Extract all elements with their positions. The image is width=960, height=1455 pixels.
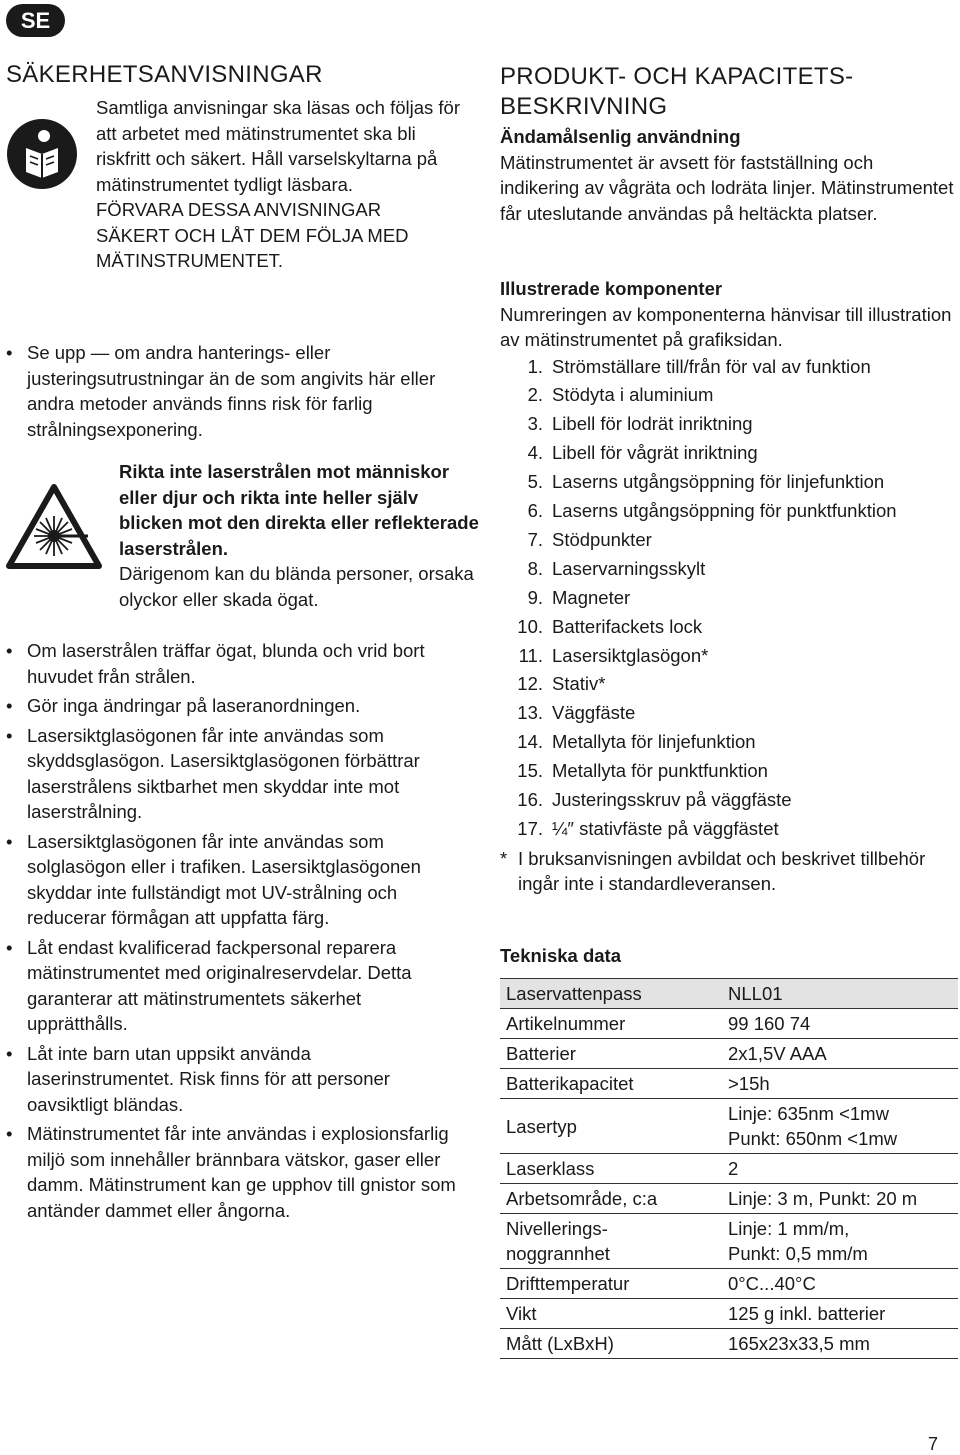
tech-value-line: 2x1,5V AAA (728, 1043, 827, 1064)
tech-label: Vikt (500, 1299, 722, 1329)
intro-upper-line: MÄTINSTRUMENTET. (96, 250, 284, 271)
bullet-dot: • (6, 936, 13, 958)
bullet-text: Lasersiktglasögonen får inte användas som skyddsglasögon. Lasersiktglasögonen förbättrar laserstrålens siktbarhet men skyddar inte mot laserstrålning. (27, 724, 420, 822)
component-label: Stödyta i aluminium (552, 384, 714, 406)
component-label: Laservarningsskylt (552, 557, 706, 579)
component-number: 8. (527, 557, 543, 579)
product-title (500, 62, 920, 122)
tech-row (500, 1184, 958, 1214)
safety-title: SÄKERHETSANVISNINGAR (6, 61, 323, 88)
component-number: 15. (517, 760, 543, 782)
component-number: 11. (518, 644, 543, 666)
tech-label: Drifttemperatur (500, 1269, 722, 1299)
tech-value (722, 1299, 958, 1329)
bullet-dot: • (6, 695, 13, 716)
tech-value-line: Linje: 3 m, Punkt: 20 m (728, 1188, 918, 1209)
tech-label: Mått (LxBxH) (500, 1329, 722, 1359)
bullet-dot: • (6, 1042, 13, 1064)
footnote-text: I bruksanvisningen avbildat och beskrivet tillbehör ingår inte i standardleveransen. (518, 847, 926, 895)
read-manual-icon (6, 118, 78, 190)
intro-upper-line: FÖRVARA DESSA ANVISNINGAR (96, 199, 382, 220)
tech-value (722, 1099, 958, 1154)
product-title-line: BESKRIVNING (500, 93, 668, 120)
tech-label: Artikelnummer (500, 1009, 722, 1039)
tech-data-table (500, 978, 958, 1359)
tech-value (722, 1039, 958, 1069)
safety-bullet (6, 935, 462, 1037)
tech-value-line: 165x23x33,5 mm (728, 1333, 870, 1354)
bullet-dot: • (6, 1123, 13, 1144)
component-label: Lasersiktglasögon* (552, 644, 709, 666)
component-label: Laserns utgångsöppning för punktfunktion (552, 500, 897, 522)
bullet-text: Om laserstrålen träffar ögat, blunda och vrid bort huvudet från strålen. (27, 640, 425, 687)
bullet-text: Lasersiktglasögonen får inte användas som solglasögon eller i trafiken. Lasersiktglasögonen skyddar inte fullständigt mot UV-strålning och reducerar förmågan att uppfatta färg. (27, 830, 421, 928)
components-section (500, 276, 955, 897)
bullet-text: Mätinstrumentet får inte användas i explosionsfarlig miljö som innehåller brännbara vätskor, gaser eller damm. Mätinstrument kan ge upphov till gnistor som antänder dammet eller ångorna. (27, 1123, 456, 1221)
component-item (500, 353, 955, 382)
bullet-text: Låt endast kvalificerad fackpersonal reparera mätinstrumentet med originalreservdelar. Detta garanterar att mätinstrumentets säkerhet upprätthålls. (27, 936, 412, 1034)
safety-bullet (6, 638, 462, 689)
intro-text-block (96, 95, 468, 274)
warning-bold-text: Rikta inte laserstrålen mot människor eller djur och rikta inte heller själv blicken mot den direkta eller reflekterade laserstrålen. (119, 461, 479, 559)
bullet-text: Se upp — om andra hanterings- eller justeringsutrustningar än de som angivits här eller andra metoder används finns risk för farlig strålningsexponering. (27, 342, 436, 440)
bullet-dot: • (6, 342, 13, 363)
component-item (500, 439, 955, 468)
component-number: 1. (527, 355, 543, 377)
tech-label: Laserklass (500, 1154, 722, 1184)
intro-upper-line: SÄKERT OCH LÅT DEM FÖLJA MED (96, 224, 409, 246)
component-label: Batterifackets lock (552, 615, 703, 637)
component-item (500, 670, 955, 699)
component-number: 7. (527, 528, 543, 550)
components-intro: Numreringen av komponenterna hänvisar till illustration av mätinstrumentet på grafiksidan. (500, 303, 952, 350)
safety-bullet (6, 1041, 462, 1118)
product-title-line: PRODUKT- OCH KAPACITETS- (500, 63, 854, 90)
component-number: 3. (527, 413, 543, 435)
tech-row (500, 1009, 958, 1039)
component-label: Stativ* (552, 673, 606, 695)
tech-value-line: 125 g inkl. batterier (728, 1303, 886, 1324)
safety-bullet (6, 723, 462, 825)
component-number: 4. (527, 442, 543, 464)
tech-label: Laservattenpass (500, 979, 722, 1009)
component-item (500, 757, 955, 786)
bullet-dot: • (6, 640, 13, 661)
language-badge: SE (6, 4, 65, 37)
footnote-star: * (500, 847, 508, 869)
component-number: 17. (517, 818, 543, 839)
tech-label: Nivellerings- noggrannhet (500, 1214, 722, 1269)
component-item (500, 786, 955, 815)
tech-value-line: >15h (728, 1073, 770, 1094)
component-number: 13. (517, 702, 543, 724)
tech-value-line: Punkt: 0,5 mm/m (728, 1243, 868, 1264)
safety-bullet (6, 340, 467, 442)
tech-row (500, 1099, 958, 1154)
component-label: Metallyta för punktfunktion (552, 760, 768, 782)
component-number: 14. (517, 731, 543, 753)
component-number: 12. (517, 673, 543, 695)
components-heading: Illustrerade komponenter (500, 278, 723, 299)
component-number: 2. (527, 384, 543, 406)
component-label: Laserns utgångsöppning för linjefunktion (552, 471, 885, 493)
laser-warning-text (119, 459, 479, 612)
components-footnote (500, 846, 955, 897)
component-item (500, 815, 955, 844)
component-item (500, 410, 955, 439)
tech-value-line: Linje: 635nm <1mw (728, 1103, 889, 1124)
component-label: Libell för lodrät inriktning (552, 413, 753, 435)
tech-label: Lasertyp (500, 1099, 722, 1154)
tech-row (500, 979, 958, 1009)
component-label: Väggfäste (552, 702, 636, 724)
tech-row (500, 1069, 958, 1099)
intended-use-section (500, 124, 955, 226)
component-label: Stödpunkter (552, 528, 652, 550)
bullet-dot: • (6, 830, 13, 852)
component-label: ¼″ stativfäste på väggfästet (552, 818, 779, 839)
tech-value-line: Linje: 1 mm/m, (728, 1218, 850, 1239)
tech-value-line: Punkt: 650nm <1mw (728, 1128, 898, 1149)
tech-row (500, 1214, 958, 1269)
component-number: 5. (527, 471, 543, 493)
warning-text: Därigenom kan du blända personer, orsaka olyckor eller skada ögat. (119, 563, 474, 610)
safety-bullet (6, 693, 462, 719)
page-number: 7 (927, 1434, 938, 1454)
component-item (500, 381, 955, 410)
component-item (500, 642, 955, 671)
tech-value-line: 2 (728, 1158, 739, 1179)
component-item (500, 613, 955, 642)
tech-label: Arbetsområde, c:a (500, 1184, 722, 1214)
component-item (500, 699, 955, 728)
component-item (500, 584, 955, 613)
bullet-dot: • (6, 724, 13, 746)
component-label: Strömställare till/från för val av funktion (552, 355, 871, 377)
tech-value (722, 1269, 958, 1299)
component-label: Magneter (552, 586, 631, 608)
intended-use-heading: Ändamålsenlig användning (500, 126, 741, 147)
component-item (500, 555, 955, 584)
tech-row (500, 1039, 958, 1069)
component-label: Libell för vågrät inriktning (552, 442, 758, 464)
safety-bullet-list (6, 638, 462, 1227)
intro-paragraph: Samtliga anvisningar ska läsas och följas för att arbetet med mätinstrumentet ska bli riskfritt och säkert. Håll varselskyltarna på mätinstrumentet tydligt läsbara. (96, 97, 461, 195)
component-number: 16. (517, 789, 543, 811)
tech-data-heading: Tekniska data (500, 945, 621, 966)
tech-row (500, 1299, 958, 1329)
tech-value (722, 1329, 958, 1359)
component-label: Justeringsskruv på väggfäste (552, 789, 792, 811)
component-item (500, 497, 955, 526)
tech-value-line: 99 160 74 (728, 1013, 811, 1034)
tech-value (722, 1184, 958, 1214)
tech-row (500, 1269, 958, 1299)
tech-value-line: NLL01 (728, 983, 783, 1004)
component-item (500, 526, 955, 555)
tech-row (500, 1329, 958, 1359)
tech-value (722, 979, 958, 1009)
tech-value (722, 1069, 958, 1099)
tech-label: Batterikapacitet (500, 1069, 722, 1099)
bullet-text: Gör inga ändringar på laseranordningen. (27, 695, 361, 716)
component-item (500, 468, 955, 497)
component-number: 9. (527, 586, 543, 608)
intended-use-text: Mätinstrumentet är avsett för fastställning och indikering av vågräta och lodräta linjer. Mätinstrumentet får uteslutande användas på heltäckta platser. (500, 151, 954, 224)
bullet-text: Låt inte barn utan uppsikt använda laserinstrumentet. Risk finns för att personer oavsiktligt bländas. (27, 1042, 390, 1115)
tech-label: Batterier (500, 1039, 722, 1069)
safety-bullet (6, 1121, 462, 1223)
component-label: Metallyta för linjefunktion (552, 731, 756, 753)
safety-bullet (6, 829, 462, 931)
tech-value (722, 1154, 958, 1184)
component-number: 6. (527, 500, 543, 522)
laser-warning-icon (6, 484, 102, 570)
tech-value-line: 0°C...40°C (728, 1273, 816, 1294)
components-list (500, 353, 955, 844)
component-item (500, 728, 955, 757)
tech-value (722, 1214, 958, 1269)
tech-value (722, 1009, 958, 1039)
tech-row (500, 1154, 958, 1184)
component-number: 10. (517, 615, 543, 637)
